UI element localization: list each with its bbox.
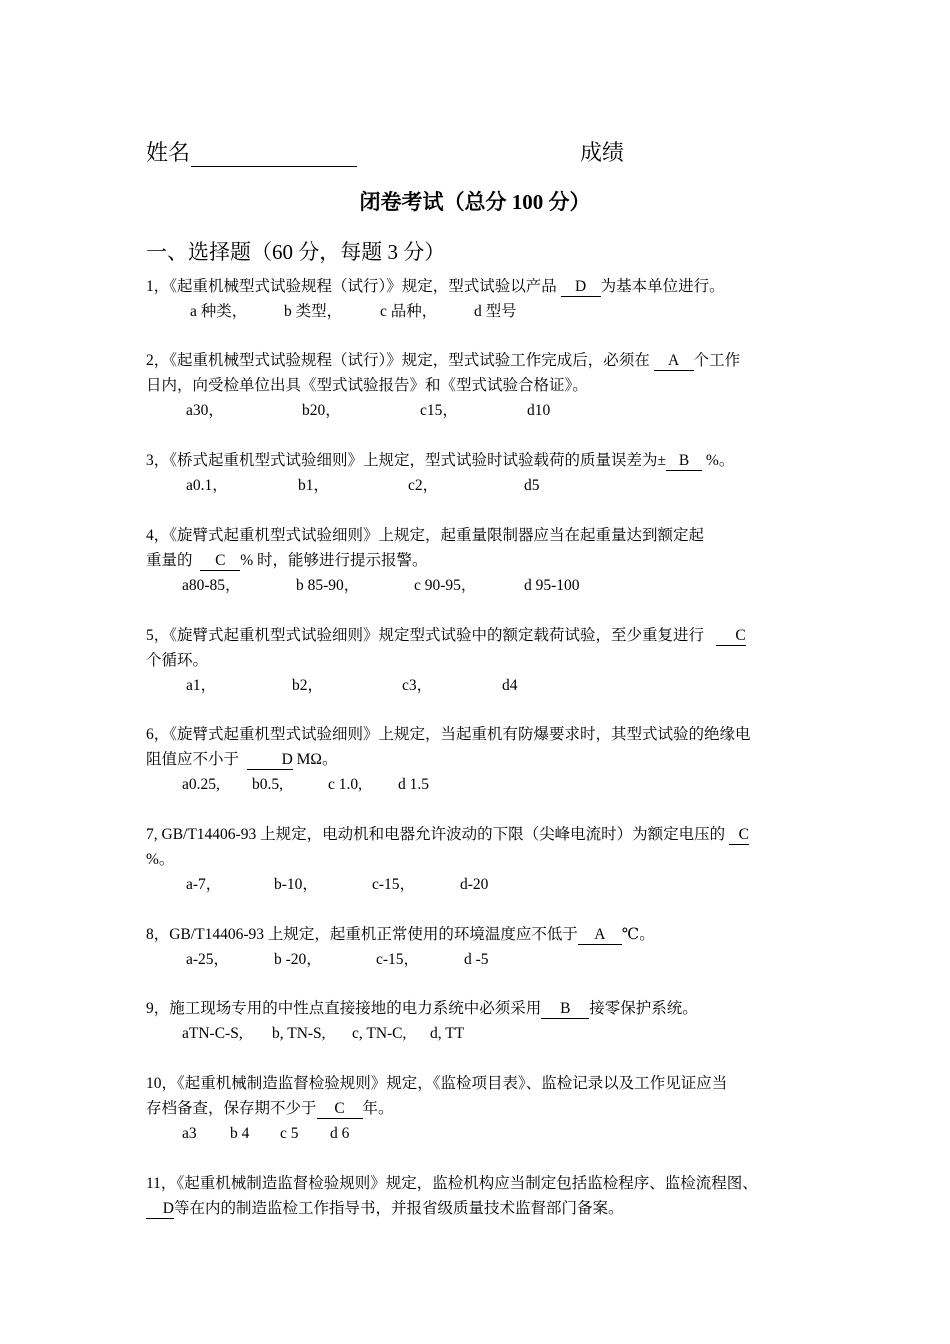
answer-blank[interactable]: D [247,751,293,770]
question-9 [146,996,814,1046]
option: b 4 [230,1125,250,1142]
question-2 [146,348,814,423]
answer-blank[interactable]: C [729,826,749,845]
question-line: 存档备查，保存期不少于 C 年。 [146,1100,394,1117]
option: a0.1， [186,477,228,494]
exam-title: 闭卷考试（总分 100 分） [359,190,591,214]
answer-blank[interactable]: B [666,452,702,471]
question-11 [146,1171,814,1221]
option: b 类型， [284,303,343,320]
name-blank[interactable] [191,144,357,167]
question-line: 日内，向受检单位出具《型式试验报告》和《型式试验合格证》。 [146,377,588,394]
question-line: 8，GB/T14406-93 上规定，起重机正常使用的环境温度应不低于 A ℃。 [146,926,655,943]
option: c 5 [280,1125,299,1142]
question-line: 5，《旋臂式起重机型式试验细则》规定型式试验中的额定载荷试验，至少重复进行 C [146,627,746,644]
option: d 6 [330,1125,350,1142]
question-line: 11，《起重机械制造监督检验规则》规定，监检机构应当制定包括监检程序、监检流程图、 [146,1175,758,1192]
option: b 85-90， [296,577,360,594]
question-line: 10，《起重机械制造监督检验规则》规定，《监检项目表》、监检记录以及工作见证应当 [146,1075,728,1092]
option: d5 [524,477,540,494]
option: d 95-100 [524,577,580,594]
answer-blank[interactable]: A [654,352,694,371]
name-label: 姓名 [146,140,191,165]
options-row [146,473,814,498]
question-line: 个循环。 [146,652,209,669]
question-1 [146,274,814,324]
option: b20， [302,402,341,419]
question-line: 7, GB/T14406-93 上规定，电动机和电器允许波动的下限（尖峰电流时）为额定电压的 C [146,826,749,843]
question-6 [146,722,814,797]
options-row [146,673,814,698]
option: a 种类， [190,303,248,320]
option: a-25， [186,951,230,968]
answer-blank[interactable]: A [578,926,622,945]
option: c 1.0, [328,776,363,793]
option: c 90-95， [414,577,477,594]
options-row [146,398,814,423]
option: b -20， [274,951,322,968]
question-line: 6，《旋臂式起重机型式试验细则》上规定，当起重机有防爆要求时，其型式试验的绝缘电 [146,726,751,743]
score-label: 成绩 [580,140,625,165]
option: c, TN-C, [352,1025,407,1042]
question-8 [146,922,814,972]
answer-blank[interactable]: B [541,1000,589,1019]
question-line: 3，《桥式起重机型式试验细则》上规定，型式试验时试验载荷的质量误差为± B %。 [146,452,735,469]
option: b0.5, [252,776,283,793]
option: b1， [298,477,330,494]
options-row [146,573,814,598]
answer-blank[interactable]: C [317,1100,363,1119]
option: a1， [186,677,217,694]
question-line: 2，《起重机械型式试验规程（试行）》规定，型式试验工作完成后，必须在 A 个工作 [146,352,741,369]
option: aTN-C-S, [182,1025,243,1042]
option: c-15， [372,876,416,893]
section-heading: 一、选择题（60 分，每题 3 分） [146,240,446,264]
option: a-7， [186,876,222,893]
question-3 [146,448,814,498]
options-row [146,299,814,324]
question-line: D等在内的制造监检工作指导书，并报省级质量技术监督部门备案。 [146,1196,814,1221]
options-row [146,872,814,897]
question-7 [146,822,814,897]
options-row [146,947,814,972]
question-line: 1，《起重机械型式试验规程（试行）》规定，型式试验以产品 D 为基本单位进行。 [146,278,725,295]
option: d-20 [460,876,489,893]
answer-blank[interactable]: D [146,1200,174,1219]
option: c15， [420,402,458,419]
option: d, TT [430,1025,465,1042]
option: d 型号 [474,303,517,320]
option: c2， [408,477,439,494]
question-line: 重量的 C % 时，能够进行提示报警。 [146,552,428,569]
question-5 [146,623,814,698]
option: a3 [182,1125,197,1142]
option: b-10， [274,876,318,893]
question-line: 9，施工现场专用的中性点直接接地的电力系统中必须采用 B 接零保护系统。 [146,1000,698,1017]
option: a30， [186,402,224,419]
option: d 1.5 [398,776,429,793]
name-field [146,136,357,167]
option: a0.25, [182,776,220,793]
question-line: 阻值应不小于 D MΩ。 [146,751,338,768]
option: c3， [402,677,433,694]
option: d -5 [464,951,489,968]
answer-blank[interactable]: D [561,278,601,297]
option: b, TN-S, [272,1025,326,1042]
answer-blank[interactable]: C [200,552,240,571]
options-row [146,1121,814,1146]
option: d10 [527,402,551,419]
option: a80-85， [182,577,241,594]
question-10 [146,1071,814,1146]
question-4 [146,523,814,598]
option: b2， [292,677,324,694]
option: c 品种， [380,303,438,320]
question-line: %。 [146,851,175,868]
score-field [580,136,624,167]
option: c-15， [376,951,420,968]
question-line: 4，《旋臂式起重机型式试验细则》上规定，起重量限制器应当在起重量达到额定起 [146,527,705,544]
options-row [146,1021,814,1046]
option: d4 [502,677,518,694]
answer-blank[interactable]: C [716,627,746,646]
options-row [146,772,814,797]
